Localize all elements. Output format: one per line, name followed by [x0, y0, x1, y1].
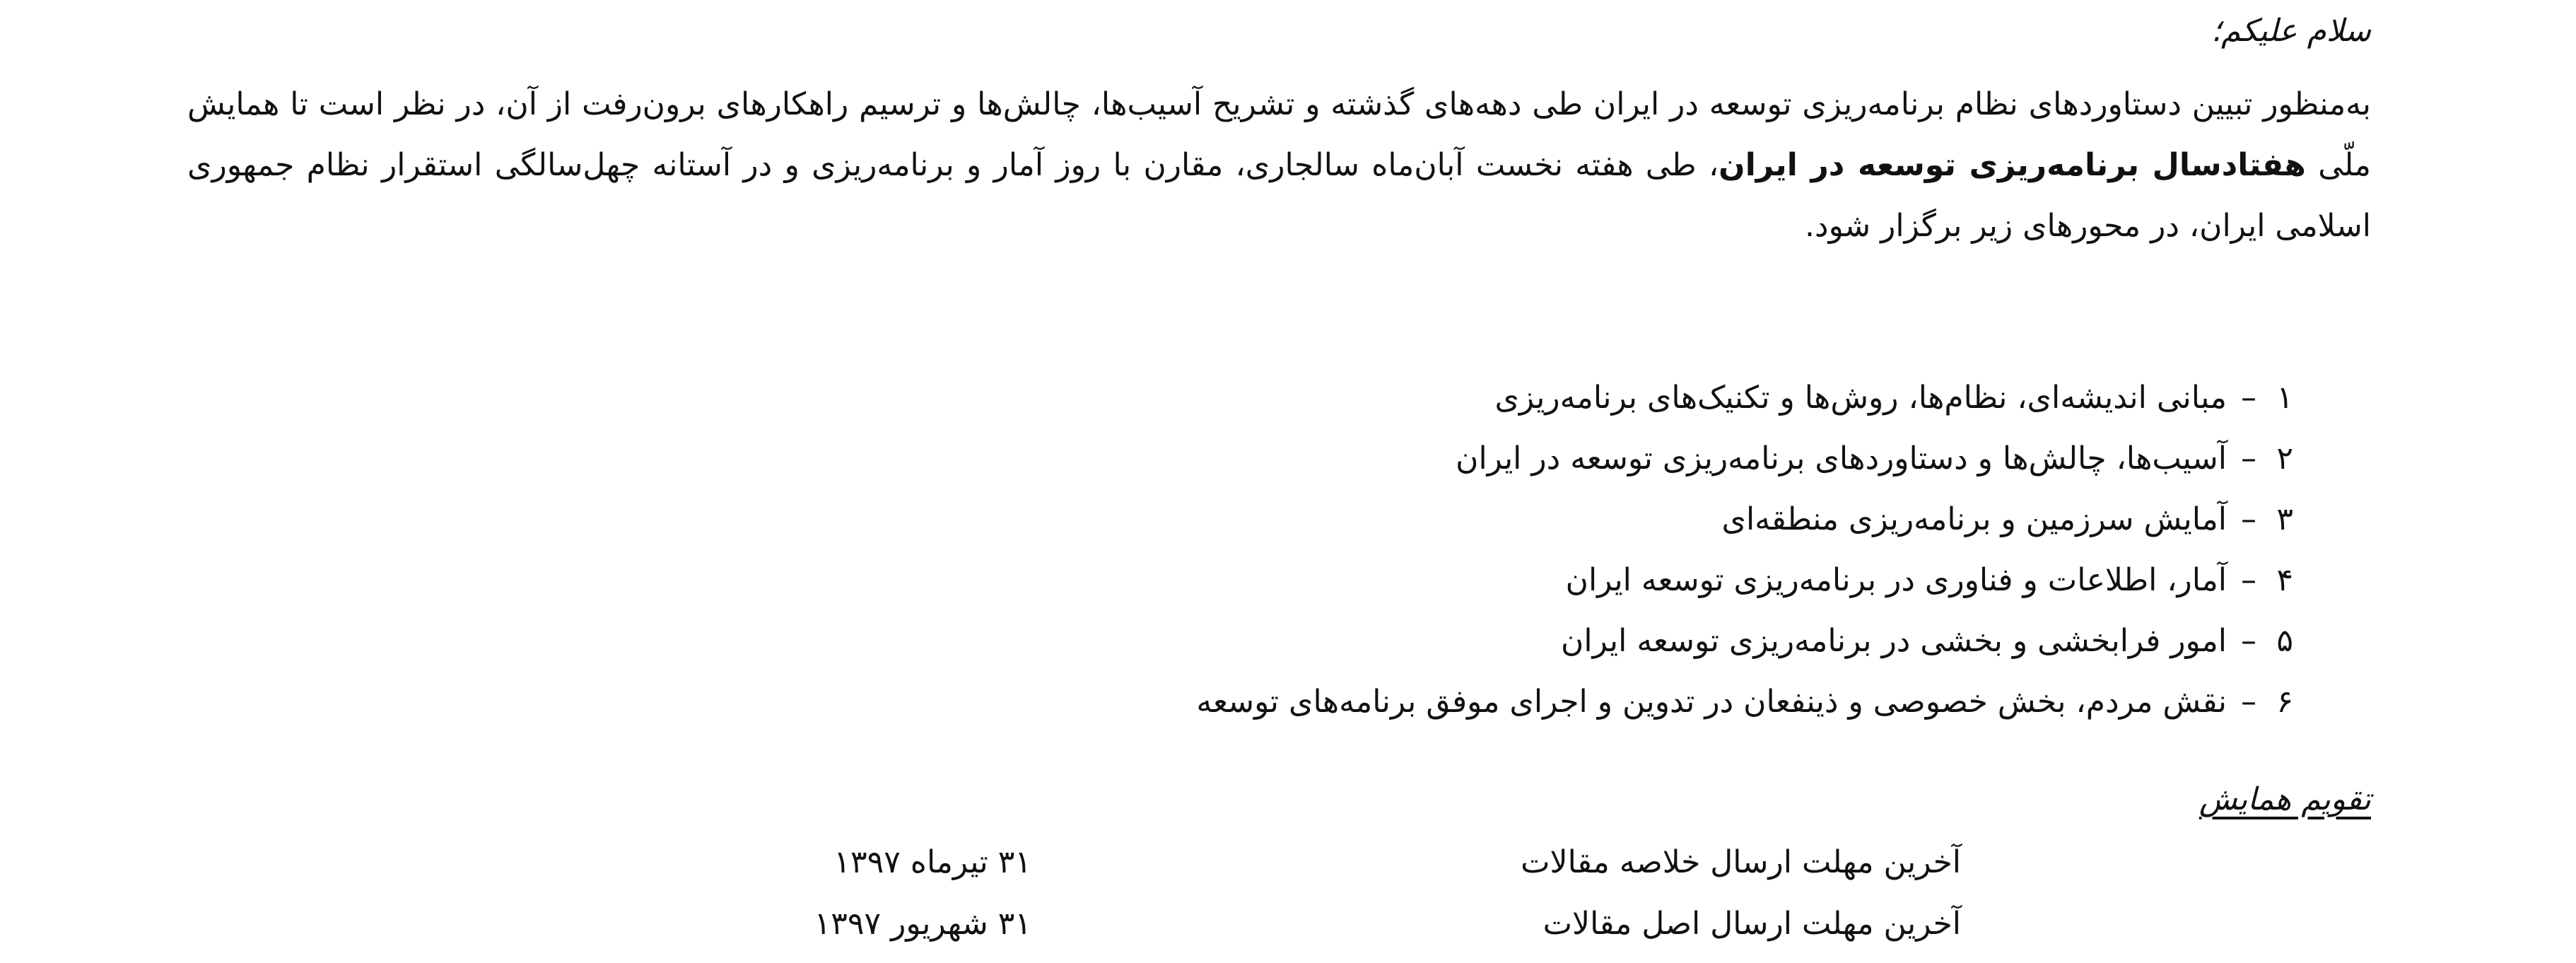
calendar-row — [618, 903, 1961, 945]
list-dash: – — [2241, 440, 2256, 477]
list-dash: – — [2241, 684, 2256, 720]
list-item-number: ۵ — [2276, 623, 2293, 659]
list-item-number: ۱ — [2276, 380, 2293, 416]
list-item-text: نقش مردم، بخش خصوصی و ذینفعان در تدوین و اجرای موفق برنامه‌های توسعه — [1196, 684, 2227, 720]
list-item — [1196, 428, 2293, 489]
intro-paragraph — [187, 74, 2371, 257]
list-item-number: ۴ — [2276, 562, 2293, 598]
conference-title: هفتادسال برنامه‌ریزی توسعه در ایران — [1719, 147, 2306, 183]
deadline-label: آخرین مهلت ارسال خلاصه مقالات — [1521, 844, 1961, 880]
conference-axes-list — [1196, 368, 2293, 733]
list-item-text: مبانی اندیشه‌ای، نظام‌ها، روش‌ها و تکنیک‌های برنامه‌ریزی — [1494, 380, 2227, 416]
list-item — [1196, 489, 2293, 550]
list-item-text: آمار، اطلاعات و فناوری در برنامه‌ریزی توسعه ایران — [1565, 562, 2227, 598]
deadline-label: آخرین مهلت ارسال اصل مقالات — [1542, 906, 1961, 942]
deadline-date: ۳۱ تیرماه ۱۳۹۷ — [833, 844, 1031, 880]
list-item-number: ۶ — [2276, 684, 2293, 720]
list-item-text: آسیب‌ها، چالش‌ها و دستاوردهای برنامه‌ریزی توسعه در ایران — [1456, 440, 2227, 477]
list-item-number: ۳ — [2276, 501, 2293, 537]
intro-text-part1: به‌منظور تبیین دستاوردهای نظام برنامه‌ریزی توسعه در ایران طی دهه‌های گذشته و تشریح آسیب‌ها، چالش‌ها و ترسیم راهکارهای برون‌رفت از آن، در نظر است تا همایش ملّی — [187, 86, 2371, 183]
list-item — [1196, 672, 2293, 733]
list-dash: – — [2241, 623, 2256, 659]
list-item — [1196, 550, 2293, 611]
list-item-text: آمایش سرزمین و برنامه‌ریزی منطقه‌ای — [1721, 501, 2227, 537]
list-item-text: امور فرابخشی و بخشی در برنامه‌ریزی توسعه ایران — [1561, 623, 2227, 659]
calendar-row — [618, 841, 1961, 884]
list-item-number: ۲ — [2276, 440, 2293, 477]
greeting: سلام علیکم؛ — [2211, 13, 2371, 49]
list-dash: – — [2241, 562, 2256, 598]
list-dash: – — [2241, 380, 2256, 416]
list-item — [1196, 611, 2293, 672]
deadline-date: ۳۱ شهریور ۱۳۹۷ — [814, 906, 1031, 942]
list-item — [1196, 368, 2293, 428]
calendar-title: تقویم همایش — [2199, 781, 2371, 817]
intro-text-part2: ، طی هفته نخست آبان‌ماه سالجاری، مقارن با روز آمار و برنامه‌ریزی و در آستانه چهل‌سالگی استقرار نظام جمهوری اسلامی ایران، در محورهای زیر برگزار شود. — [187, 147, 2371, 244]
list-dash: – — [2241, 501, 2256, 537]
